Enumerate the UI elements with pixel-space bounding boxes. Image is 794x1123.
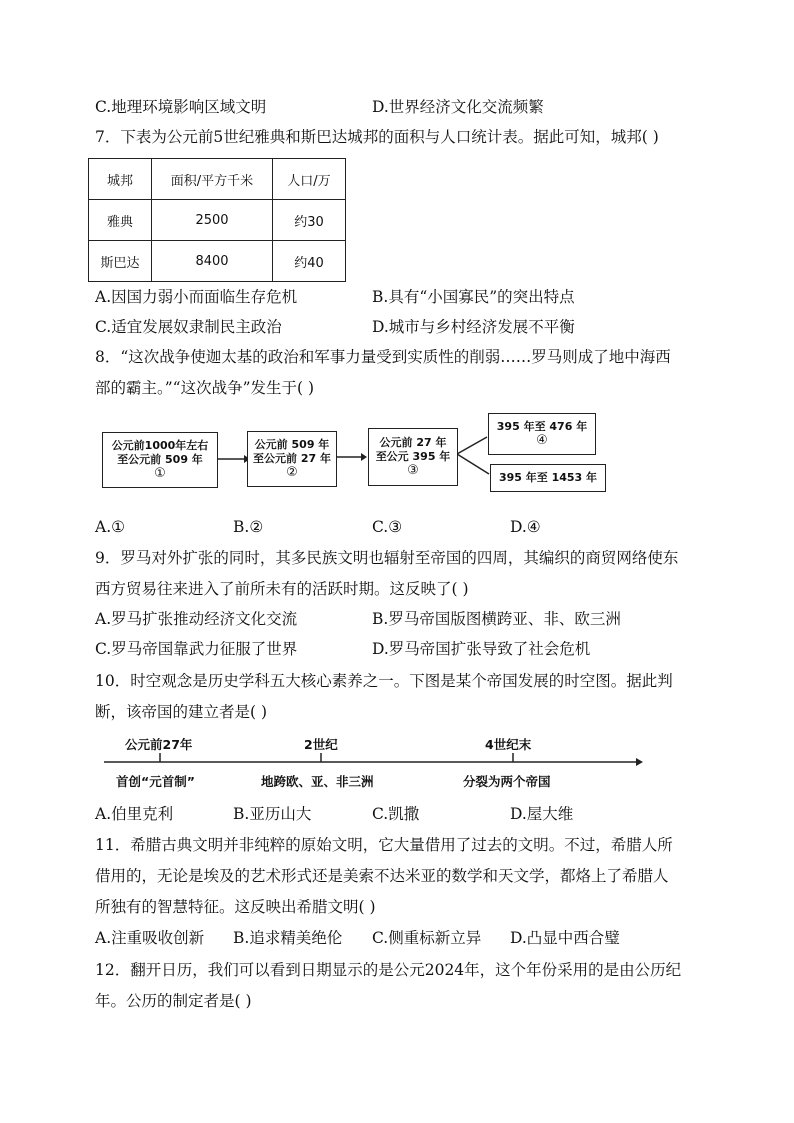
timeline-label-bottom: 地跨欧、亚、非三洲 [261,774,374,789]
timeline-label-bottom: 分裂为两个帝国 [463,774,551,789]
q10-stem-line2: 断，该帝国的建立者是( ) [95,703,268,721]
q8-option-c: C.③ [372,518,403,536]
q9-option-b: B.罗马帝国版图横跨亚、非、欧三洲 [372,610,621,628]
table-cell: 雅典 [89,200,152,241]
table-cell: 2500 [152,200,273,241]
q10-stem-line1: 10．时空观念是历史学科五大核心素养之一。下图是某个帝国发展的时空图。据此判 [95,672,673,690]
q12-stem-line1: 12．翻开日历，我们可以看到日期显示的是公元2024年，这个年份采用的是由公历纪 [95,961,682,979]
q11-stem-line3: 所独有的智慧特征。这反映出希腊文明( ) [95,898,376,916]
q8-option-b: B.② [233,518,264,536]
period-marker: ② [286,465,298,480]
table-cell: 约30 [273,200,346,241]
table-cell: 8400 [152,241,273,282]
q11-stem-line2: 借用的，无论是埃及的艺术形式还是美索不达米亚的数学和天文学，都烙上了希腊人 [95,867,669,885]
timeline-label-top: 公元前27年 [125,737,193,752]
timeline-label-top: 2世纪 [304,737,338,752]
q10-option-d: D.屋大维 [510,805,574,823]
q11-option-d: D.凸显中西合璧 [510,929,620,947]
q9-option-c: C.罗马帝国靠武力征服了世界 [95,640,298,658]
q8-option-a: A.① [95,518,126,536]
q10-option-a: A.伯里克利 [95,805,174,823]
q8-stem-line2: 部的霸主。”“这次战争”发生于( ) [95,379,315,397]
q7-option-a: A.因国力弱小而面临生存危机 [95,288,298,306]
q7-option-b: B.具有“小国寡民”的突出特点 [372,288,575,306]
table-header-cell: 城邦 [89,159,152,200]
table-cell: 斯巴达 [89,241,152,282]
q10-option-b: B.亚历山大 [233,805,312,823]
q9-option-a: A.罗马扩张推动经济文化交流 [95,610,298,628]
q7-option-d: D.城市与乡村经济发展不平衡 [372,318,575,336]
q9-option-d: D.罗马帝国扩张导致了社会危机 [372,640,591,658]
q8-option-d: D.④ [510,518,541,536]
period-marker: ④ [536,433,548,448]
period-box-label: 公元前 509 年 [254,438,330,451]
period-box-label: 395 年至 476 年 [496,420,588,433]
period-box-label: 公元前1000年左右 [111,439,209,452]
table-header-cell: 人口/万 [273,159,346,200]
q10-option-c: C.凯撒 [372,805,420,823]
period-marker: ① [154,466,166,481]
q7-option-c: C.适宜发展奴隶制民主政治 [95,318,282,336]
q8-stem-line1: 8．“这次战争使迦太基的政治和军事力量受到实质性的削弱……罗马则成了地中海西 [95,348,671,366]
period-box-label: 395 年至 1453 年 [498,471,598,484]
period-box-label: 至公元前 27 年 [253,452,331,465]
period-box-label: 公元前 27 年 [379,436,447,449]
q7-stem: 7．下表为公元前5世纪雅典和斯巴达城邦的面积与人口统计表。据此可知，城邦( ) [95,128,659,146]
q6-option-c: C.地理环境影响区域文明 [95,98,267,116]
q11-stem-line1: 11．希腊古典文明并非纯粹的原始文明，它大量借用了过去的文明。不过，希腊人所 [95,836,673,854]
q9-stem-line2: 西方贸易往来进入了前所未有的活跃时期。这反映了( ) [95,580,469,598]
q12-stem-line2: 年。公历的制定者是( ) [95,992,252,1010]
table-cell: 约40 [273,241,346,282]
period-box-label: 至公元 395 年 [375,450,451,463]
period-box-label: 至公元前 509 年 [117,453,203,466]
q6-option-d: D.世界经济文化交流频繁 [372,98,544,116]
timeline-label-top: 4世纪末 [485,737,532,752]
timeline-label-bottom: 首创“元首制” [116,774,195,789]
q11-option-a: A.注重吸收创新 [95,929,205,947]
q11-option-b: B.追求精美绝伦 [233,929,343,947]
q11-option-c: C.侧重标新立异 [372,929,482,947]
table-header-cell: 面积/平方千米 [152,159,273,200]
period-marker: ③ [407,463,419,478]
q9-stem-line1: 9．罗马对外扩张的同时，其多民族文明也辐射至帝国的四周，其编织的商贸网络使东 [95,549,679,567]
